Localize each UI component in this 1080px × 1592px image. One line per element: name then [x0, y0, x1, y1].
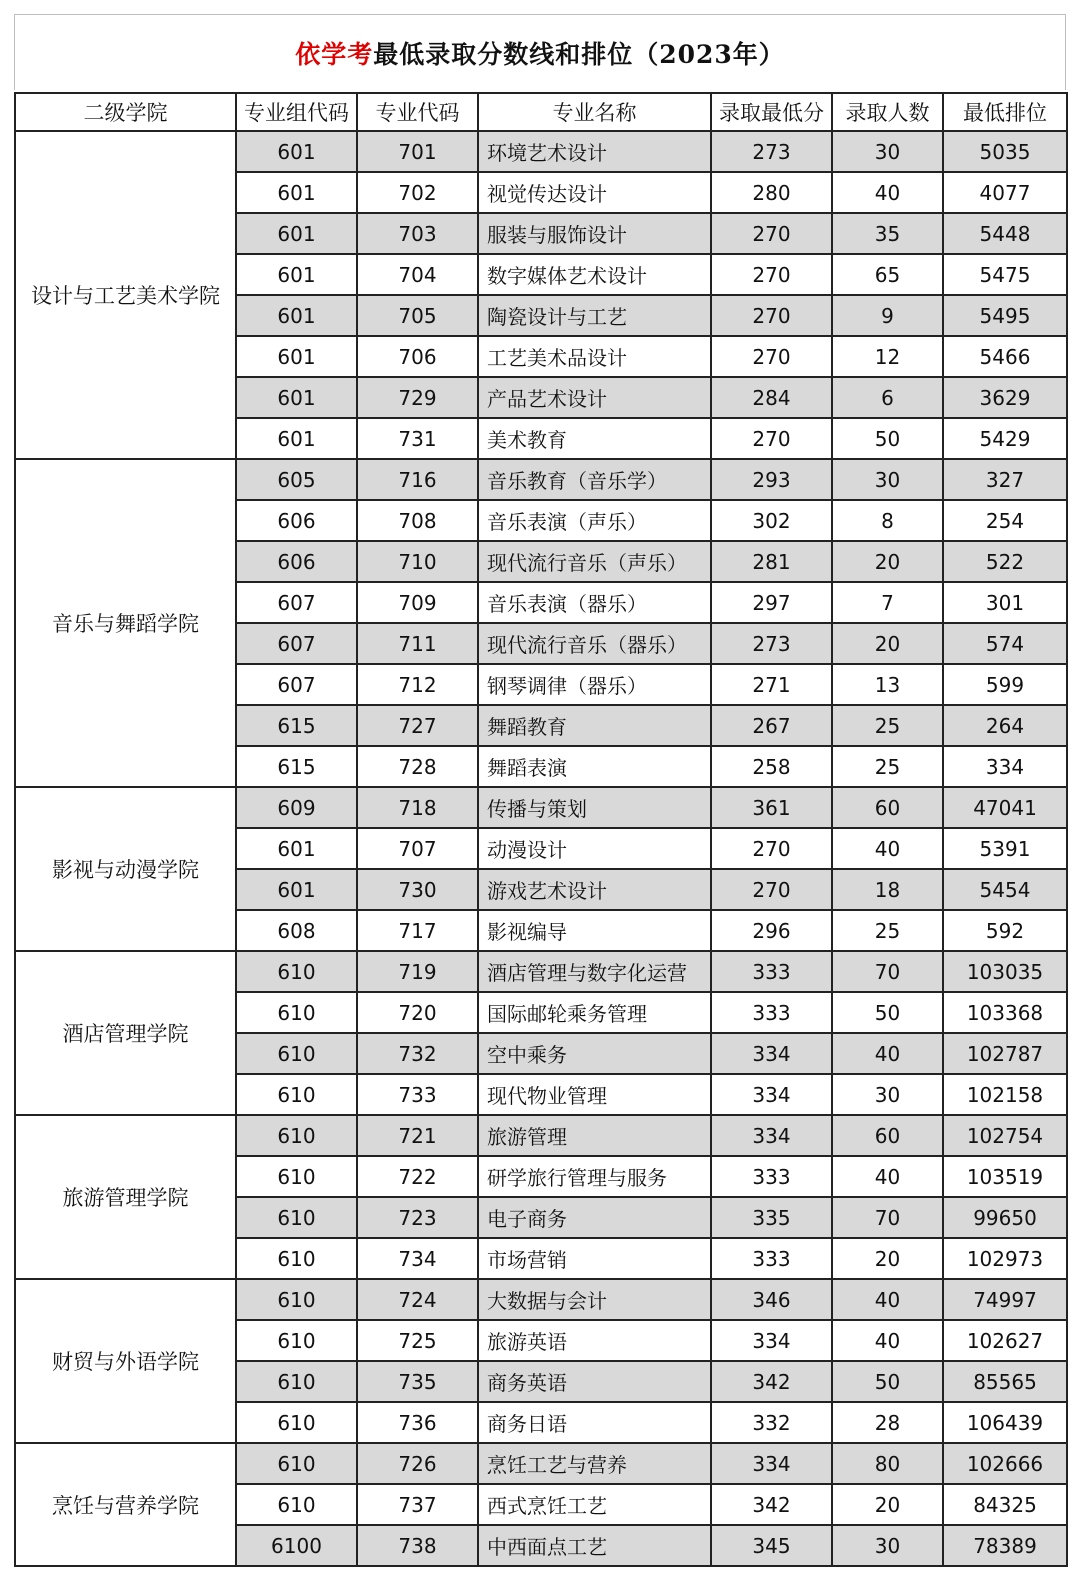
group-code-cell: 615	[236, 705, 357, 746]
major-code-cell: 701	[357, 131, 478, 172]
min-score-cell: 335	[711, 1197, 832, 1238]
min-rank-cell: 5391	[943, 828, 1067, 869]
group-code-cell: 610	[236, 1115, 357, 1156]
header-admitted-count: 录取人数	[832, 93, 943, 131]
major-name-cell: 旅游英语	[478, 1320, 711, 1361]
header-major-code: 专业代码	[357, 93, 478, 131]
header-college: 二级学院	[15, 93, 236, 131]
group-code-cell: 601	[236, 828, 357, 869]
admitted-count-cell: 40	[832, 1156, 943, 1197]
group-code-cell: 607	[236, 664, 357, 705]
min-score-cell: 302	[711, 500, 832, 541]
table-row	[15, 787, 1067, 828]
min-rank-cell: 5466	[943, 336, 1067, 377]
admitted-count-cell: 30	[832, 1525, 943, 1566]
min-score-cell: 334	[711, 1320, 832, 1361]
major-code-cell: 707	[357, 828, 478, 869]
major-code-cell: 737	[357, 1484, 478, 1525]
min-score-cell: 345	[711, 1525, 832, 1566]
major-code-cell: 724	[357, 1279, 478, 1320]
admitted-count-cell: 40	[832, 172, 943, 213]
group-code-cell: 610	[236, 1074, 357, 1115]
major-code-cell: 727	[357, 705, 478, 746]
major-code-cell: 712	[357, 664, 478, 705]
group-code-cell: 610	[236, 1361, 357, 1402]
major-code-cell: 703	[357, 213, 478, 254]
major-name-cell: 钢琴调律（器乐）	[478, 664, 711, 705]
group-code-cell: 610	[236, 1402, 357, 1443]
group-code-cell: 601	[236, 254, 357, 295]
major-name-cell: 音乐表演（器乐）	[478, 582, 711, 623]
major-code-cell: 711	[357, 623, 478, 664]
min-rank-cell: 84325	[943, 1484, 1067, 1525]
major-name-cell: 数字媒体艺术设计	[478, 254, 711, 295]
group-code-cell: 601	[236, 377, 357, 418]
admitted-count-cell: 70	[832, 951, 943, 992]
group-code-cell: 610	[236, 1033, 357, 1074]
college-cell: 烹饪与营养学院	[15, 1443, 236, 1566]
college-cell: 酒店管理学院	[15, 951, 236, 1115]
admitted-count-cell: 9	[832, 295, 943, 336]
min-score-cell: 334	[711, 1443, 832, 1484]
major-code-cell: 722	[357, 1156, 478, 1197]
min-score-cell: 273	[711, 623, 832, 664]
min-rank-cell: 301	[943, 582, 1067, 623]
major-code-cell: 710	[357, 541, 478, 582]
header-row	[15, 93, 1067, 131]
major-code-cell: 706	[357, 336, 478, 377]
min-rank-cell: 254	[943, 500, 1067, 541]
major-name-cell: 现代流行音乐（声乐）	[478, 541, 711, 582]
college-cell: 设计与工艺美术学院	[15, 131, 236, 459]
min-score-cell: 280	[711, 172, 832, 213]
major-code-cell: 731	[357, 418, 478, 459]
major-name-cell: 舞蹈表演	[478, 746, 711, 787]
admitted-count-cell: 60	[832, 1115, 943, 1156]
group-code-cell: 606	[236, 541, 357, 582]
group-code-cell: 610	[236, 1156, 357, 1197]
major-code-cell: 721	[357, 1115, 478, 1156]
table-row	[15, 459, 1067, 500]
header-min-score: 录取最低分	[711, 93, 832, 131]
major-code-cell: 732	[357, 1033, 478, 1074]
min-score-cell: 334	[711, 1033, 832, 1074]
min-rank-cell: 5035	[943, 131, 1067, 172]
major-name-cell: 商务日语	[478, 1402, 711, 1443]
group-code-cell: 601	[236, 172, 357, 213]
min-rank-cell: 106439	[943, 1402, 1067, 1443]
group-code-cell: 607	[236, 582, 357, 623]
page-title	[295, 35, 785, 71]
major-name-cell: 空中乘务	[478, 1033, 711, 1074]
major-name-cell: 音乐教育（音乐学）	[478, 459, 711, 500]
min-score-cell: 293	[711, 459, 832, 500]
title-bar	[14, 14, 1066, 90]
min-score-cell: 333	[711, 1156, 832, 1197]
major-name-cell: 酒店管理与数字化运营	[478, 951, 711, 992]
min-rank-cell: 5429	[943, 418, 1067, 459]
min-rank-cell: 5475	[943, 254, 1067, 295]
group-code-cell: 606	[236, 500, 357, 541]
admitted-count-cell: 8	[832, 500, 943, 541]
min-rank-cell: 74997	[943, 1279, 1067, 1320]
major-name-cell: 传播与策划	[478, 787, 711, 828]
group-code-cell: 610	[236, 1197, 357, 1238]
min-score-cell: 270	[711, 254, 832, 295]
admitted-count-cell: 20	[832, 623, 943, 664]
min-score-cell: 270	[711, 213, 832, 254]
group-code-cell: 605	[236, 459, 357, 500]
major-code-cell: 704	[357, 254, 478, 295]
major-name-cell: 大数据与会计	[478, 1279, 711, 1320]
major-name-cell: 旅游管理	[478, 1115, 711, 1156]
major-code-cell: 726	[357, 1443, 478, 1484]
min-score-cell: 332	[711, 1402, 832, 1443]
min-rank-cell: 103519	[943, 1156, 1067, 1197]
major-code-cell: 719	[357, 951, 478, 992]
major-name-cell: 现代物业管理	[478, 1074, 711, 1115]
major-code-cell: 729	[357, 377, 478, 418]
major-code-cell: 702	[357, 172, 478, 213]
title-text: 最低录取分数线和排位（2023年）	[373, 39, 785, 69]
admitted-count-cell: 50	[832, 418, 943, 459]
major-name-cell: 商务英语	[478, 1361, 711, 1402]
major-name-cell: 研学旅行管理与服务	[478, 1156, 711, 1197]
group-code-cell: 610	[236, 1320, 357, 1361]
header-major-name: 专业名称	[478, 93, 711, 131]
major-code-cell: 705	[357, 295, 478, 336]
admitted-count-cell: 30	[832, 1074, 943, 1115]
major-name-cell: 国际邮轮乘务管理	[478, 992, 711, 1033]
min-score-cell: 270	[711, 336, 832, 377]
group-code-cell: 601	[236, 213, 357, 254]
min-rank-cell: 334	[943, 746, 1067, 787]
major-name-cell: 影视编导	[478, 910, 711, 951]
table-row	[15, 1115, 1067, 1156]
major-name-cell: 市场营销	[478, 1238, 711, 1279]
major-name-cell: 产品艺术设计	[478, 377, 711, 418]
major-name-cell: 服装与服饰设计	[478, 213, 711, 254]
group-code-cell: 610	[236, 951, 357, 992]
min-rank-cell: 102666	[943, 1443, 1067, 1484]
group-code-cell: 609	[236, 787, 357, 828]
min-rank-cell: 522	[943, 541, 1067, 582]
min-score-cell: 267	[711, 705, 832, 746]
college-cell: 影视与动漫学院	[15, 787, 236, 951]
min-score-cell: 284	[711, 377, 832, 418]
admitted-count-cell: 28	[832, 1402, 943, 1443]
admitted-count-cell: 12	[832, 336, 943, 377]
min-rank-cell: 574	[943, 623, 1067, 664]
min-score-cell: 342	[711, 1484, 832, 1525]
min-score-cell: 271	[711, 664, 832, 705]
major-name-cell: 视觉传达设计	[478, 172, 711, 213]
group-code-cell: 610	[236, 1279, 357, 1320]
admitted-count-cell: 50	[832, 992, 943, 1033]
major-name-cell: 烹饪工艺与营养	[478, 1443, 711, 1484]
admitted-count-cell: 7	[832, 582, 943, 623]
table-row	[15, 131, 1067, 172]
admitted-count-cell: 30	[832, 459, 943, 500]
table-body	[15, 131, 1067, 1566]
major-name-cell: 中西面点工艺	[478, 1525, 711, 1566]
major-code-cell: 730	[357, 869, 478, 910]
major-name-cell: 舞蹈教育	[478, 705, 711, 746]
group-code-cell: 610	[236, 1484, 357, 1525]
major-name-cell: 现代流行音乐（器乐）	[478, 623, 711, 664]
min-score-cell: 334	[711, 1074, 832, 1115]
group-code-cell: 615	[236, 746, 357, 787]
admitted-count-cell: 20	[832, 541, 943, 582]
admitted-count-cell: 18	[832, 869, 943, 910]
admitted-count-cell: 25	[832, 705, 943, 746]
admitted-count-cell: 20	[832, 1238, 943, 1279]
major-code-cell: 708	[357, 500, 478, 541]
header-group-code: 专业组代码	[236, 93, 357, 131]
min-rank-cell: 103035	[943, 951, 1067, 992]
major-name-cell: 美术教育	[478, 418, 711, 459]
group-code-cell: 601	[236, 295, 357, 336]
table-row	[15, 951, 1067, 992]
group-code-cell: 6100	[236, 1525, 357, 1566]
admission-table	[14, 92, 1068, 1567]
title-highlight: 依学考	[295, 39, 374, 69]
major-code-cell: 733	[357, 1074, 478, 1115]
group-code-cell: 601	[236, 418, 357, 459]
major-code-cell: 723	[357, 1197, 478, 1238]
min-rank-cell: 85565	[943, 1361, 1067, 1402]
admitted-count-cell: 40	[832, 828, 943, 869]
group-code-cell: 607	[236, 623, 357, 664]
major-code-cell: 736	[357, 1402, 478, 1443]
admitted-count-cell: 25	[832, 910, 943, 951]
min-score-cell: 333	[711, 951, 832, 992]
min-score-cell: 333	[711, 1238, 832, 1279]
min-rank-cell: 4077	[943, 172, 1067, 213]
admitted-count-cell: 13	[832, 664, 943, 705]
admitted-count-cell: 40	[832, 1320, 943, 1361]
major-code-cell: 718	[357, 787, 478, 828]
admitted-count-cell: 35	[832, 213, 943, 254]
min-rank-cell: 264	[943, 705, 1067, 746]
min-rank-cell: 5448	[943, 213, 1067, 254]
min-rank-cell: 599	[943, 664, 1067, 705]
min-score-cell: 361	[711, 787, 832, 828]
min-score-cell: 346	[711, 1279, 832, 1320]
min-rank-cell: 99650	[943, 1197, 1067, 1238]
min-rank-cell: 102158	[943, 1074, 1067, 1115]
group-code-cell: 601	[236, 869, 357, 910]
table-row	[15, 1443, 1067, 1484]
min-score-cell: 270	[711, 828, 832, 869]
major-name-cell: 环境艺术设计	[478, 131, 711, 172]
major-code-cell: 738	[357, 1525, 478, 1566]
min-rank-cell: 327	[943, 459, 1067, 500]
group-code-cell: 601	[236, 336, 357, 377]
admitted-count-cell: 65	[832, 254, 943, 295]
major-name-cell: 动漫设计	[478, 828, 711, 869]
min-score-cell: 297	[711, 582, 832, 623]
major-name-cell: 工艺美术品设计	[478, 336, 711, 377]
admitted-count-cell: 40	[832, 1279, 943, 1320]
group-code-cell: 610	[236, 992, 357, 1033]
college-cell: 财贸与外语学院	[15, 1279, 236, 1443]
min-score-cell: 258	[711, 746, 832, 787]
group-code-cell: 610	[236, 1238, 357, 1279]
admitted-count-cell: 6	[832, 377, 943, 418]
admitted-count-cell: 70	[832, 1197, 943, 1238]
min-score-cell: 334	[711, 1115, 832, 1156]
admitted-count-cell: 20	[832, 1484, 943, 1525]
min-rank-cell: 78389	[943, 1525, 1067, 1566]
major-code-cell: 735	[357, 1361, 478, 1402]
min-rank-cell: 592	[943, 910, 1067, 951]
major-code-cell: 728	[357, 746, 478, 787]
group-code-cell: 608	[236, 910, 357, 951]
group-code-cell: 601	[236, 131, 357, 172]
major-code-cell: 709	[357, 582, 478, 623]
table-row	[15, 1279, 1067, 1320]
admitted-count-cell: 40	[832, 1033, 943, 1074]
min-score-cell: 296	[711, 910, 832, 951]
major-name-cell: 音乐表演（声乐）	[478, 500, 711, 541]
major-code-cell: 720	[357, 992, 478, 1033]
major-code-cell: 734	[357, 1238, 478, 1279]
min-score-cell: 270	[711, 869, 832, 910]
min-score-cell: 333	[711, 992, 832, 1033]
college-cell: 音乐与舞蹈学院	[15, 459, 236, 787]
major-code-cell: 716	[357, 459, 478, 500]
min-rank-cell: 102973	[943, 1238, 1067, 1279]
header-min-rank: 最低排位	[943, 93, 1067, 131]
admitted-count-cell: 25	[832, 746, 943, 787]
min-rank-cell: 102754	[943, 1115, 1067, 1156]
admitted-count-cell: 30	[832, 131, 943, 172]
min-rank-cell: 102627	[943, 1320, 1067, 1361]
major-name-cell: 电子商务	[478, 1197, 711, 1238]
min-rank-cell: 103368	[943, 992, 1067, 1033]
min-score-cell: 273	[711, 131, 832, 172]
min-score-cell: 281	[711, 541, 832, 582]
min-rank-cell: 5454	[943, 869, 1067, 910]
admitted-count-cell: 50	[832, 1361, 943, 1402]
min-rank-cell: 3629	[943, 377, 1067, 418]
admitted-count-cell: 80	[832, 1443, 943, 1484]
min-rank-cell: 47041	[943, 787, 1067, 828]
min-rank-cell: 5495	[943, 295, 1067, 336]
min-score-cell: 270	[711, 418, 832, 459]
min-score-cell: 270	[711, 295, 832, 336]
major-code-cell: 725	[357, 1320, 478, 1361]
major-name-cell: 陶瓷设计与工艺	[478, 295, 711, 336]
group-code-cell: 610	[236, 1443, 357, 1484]
major-name-cell: 游戏艺术设计	[478, 869, 711, 910]
admitted-count-cell: 60	[832, 787, 943, 828]
major-code-cell: 717	[357, 910, 478, 951]
min-score-cell: 342	[711, 1361, 832, 1402]
min-rank-cell: 102787	[943, 1033, 1067, 1074]
major-name-cell: 西式烹饪工艺	[478, 1484, 711, 1525]
college-cell: 旅游管理学院	[15, 1115, 236, 1279]
